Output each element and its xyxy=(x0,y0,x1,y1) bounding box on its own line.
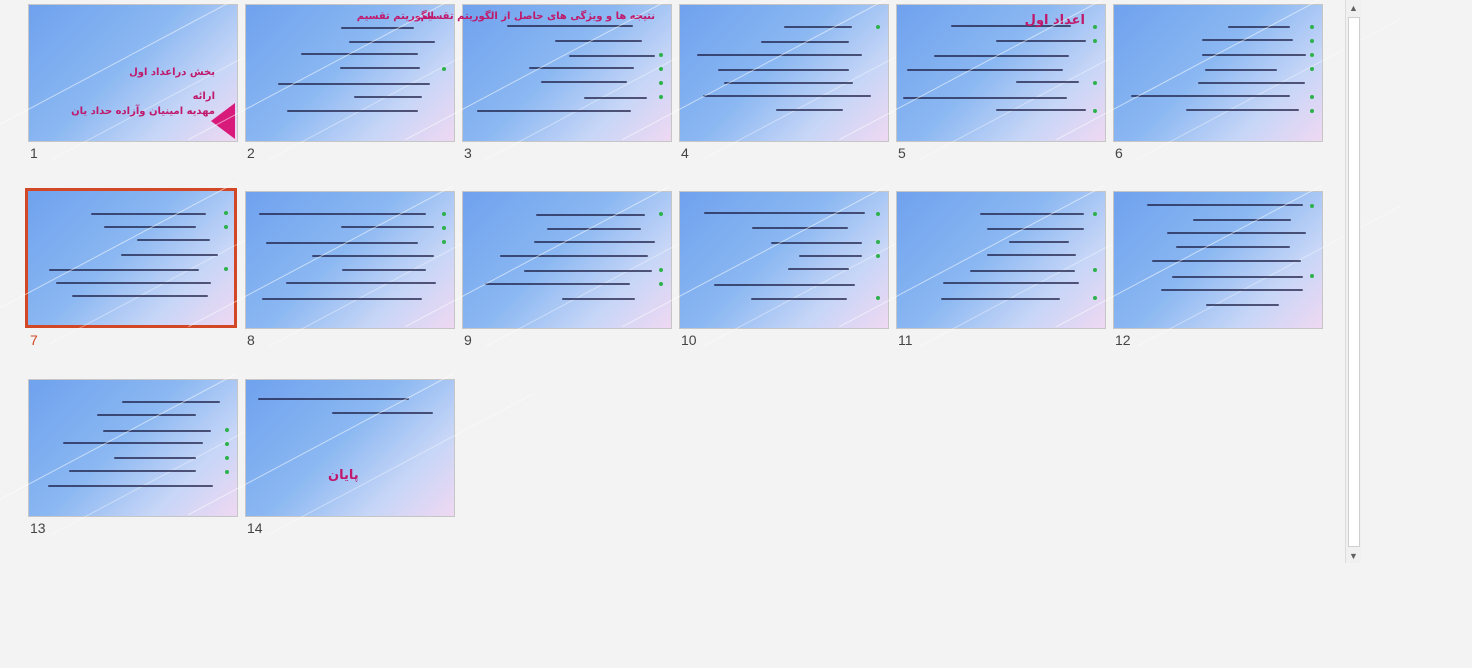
slide-content-line xyxy=(996,109,1086,111)
slide-content-line xyxy=(771,242,862,244)
slide-number: 13 xyxy=(30,520,46,536)
bullet-icon xyxy=(659,95,663,99)
bullet-icon xyxy=(659,67,663,71)
slide-content-line xyxy=(342,269,426,271)
slide-preview[interactable] xyxy=(679,4,889,142)
slide-preview[interactable] xyxy=(245,191,455,329)
scroll-up-icon[interactable]: ▲ xyxy=(1349,2,1358,13)
slide-preview[interactable] xyxy=(26,189,236,327)
slide-text: بخش دراعداد اول xyxy=(129,67,215,78)
slide-content-line xyxy=(69,470,196,472)
slide-preview[interactable] xyxy=(896,4,1106,142)
bullet-icon xyxy=(1093,296,1097,300)
slide-thumbnail-6[interactable] xyxy=(1113,4,1323,164)
scroll-down-icon[interactable]: ▼ xyxy=(1349,550,1358,561)
bullet-icon xyxy=(1310,204,1314,208)
slide-content-line xyxy=(536,214,645,216)
bullet-icon xyxy=(659,81,663,85)
slide-content-line xyxy=(1152,260,1301,262)
slide-thumbnail-12[interactable] xyxy=(1113,191,1323,351)
slide-content-line xyxy=(1202,39,1293,41)
slide-content-line xyxy=(1205,69,1277,71)
bullet-icon xyxy=(442,67,446,71)
slide-preview[interactable] xyxy=(1113,4,1323,142)
slide-number: 7 xyxy=(30,332,38,348)
slide-content-line xyxy=(1016,81,1079,83)
slide-content-line xyxy=(477,110,631,112)
slide-preview[interactable] xyxy=(28,379,238,517)
slide-content-line xyxy=(1176,246,1290,248)
bullet-icon xyxy=(224,267,228,271)
scroll-thumb[interactable] xyxy=(1348,17,1360,547)
bullet-icon xyxy=(1310,53,1314,57)
slide-preview[interactable] xyxy=(28,4,238,142)
slide-number: 1 xyxy=(30,145,38,161)
slide-number: 8 xyxy=(247,332,255,348)
slide-content-line xyxy=(114,457,196,459)
slide-content-line xyxy=(48,485,213,487)
slide-content-line xyxy=(500,255,648,257)
slide-content-line xyxy=(1147,204,1303,206)
slide-content-line xyxy=(941,298,1060,300)
slide-content-line xyxy=(1186,109,1299,111)
slide-content-line xyxy=(562,298,635,300)
slide-number: 12 xyxy=(1115,332,1131,348)
slide-content-line xyxy=(907,69,1063,71)
slide-preview[interactable] xyxy=(420,4,672,142)
slide-number: 14 xyxy=(247,520,263,536)
slide-content-line xyxy=(718,69,849,71)
bullet-icon xyxy=(876,296,880,300)
bullet-icon xyxy=(876,25,880,29)
slide-content-line xyxy=(287,110,418,112)
bullet-icon xyxy=(1093,109,1097,113)
bullet-icon xyxy=(1310,25,1314,29)
slide-content-line xyxy=(1167,232,1306,234)
slide-preview[interactable] xyxy=(462,191,672,329)
bullet-icon xyxy=(1310,274,1314,278)
slide-content-line xyxy=(584,97,647,99)
slide-content-line xyxy=(996,40,1086,42)
slide-number: 2 xyxy=(247,145,255,161)
slide-number: 3 xyxy=(464,145,472,161)
slide-content-line xyxy=(903,97,1067,99)
slide-text: مهدیه امینیان وآزاده حداد یان xyxy=(71,106,215,117)
bullet-icon xyxy=(659,268,663,272)
slide-content-line xyxy=(121,254,218,256)
vertical-scrollbar[interactable] xyxy=(1345,0,1361,563)
bullet-icon xyxy=(225,470,229,474)
bullet-icon xyxy=(1093,25,1097,29)
slide-content-line xyxy=(312,255,434,257)
slide-content-line xyxy=(341,27,414,29)
slide-content-line xyxy=(784,26,852,28)
slide-content-line xyxy=(1161,289,1303,291)
slide-content-line xyxy=(1172,276,1303,278)
slide-content-line xyxy=(970,270,1075,272)
slide-number: 4 xyxy=(681,145,689,161)
slide-text: الگوریتم تقسیم xyxy=(356,11,434,22)
slide-content-line xyxy=(943,282,1079,284)
slide-number: 5 xyxy=(898,145,906,161)
bullet-icon xyxy=(1093,39,1097,43)
bullet-icon xyxy=(876,254,880,258)
slide-content-line xyxy=(354,96,422,98)
slide-content-line xyxy=(555,40,642,42)
slide-content-line xyxy=(1206,304,1279,306)
slide-content-line xyxy=(258,398,409,400)
bullet-icon xyxy=(224,225,228,229)
bullet-icon xyxy=(659,53,663,57)
slide-content-line xyxy=(724,82,853,84)
bullet-icon xyxy=(224,211,228,215)
slide-content-line xyxy=(697,54,862,56)
slide-content-line xyxy=(341,226,434,228)
slide-thumbnail-14[interactable] xyxy=(245,379,455,539)
slide-content-line xyxy=(97,414,196,416)
slide-number: 11 xyxy=(898,332,913,348)
bullet-icon xyxy=(659,282,663,286)
slide-content-line xyxy=(332,412,433,414)
slide-number: 10 xyxy=(681,332,697,348)
slide-content-line xyxy=(951,25,1071,27)
slide-number: 9 xyxy=(464,332,472,348)
slide-text: اعداد اول xyxy=(1024,13,1085,28)
slide-content-line xyxy=(534,241,655,243)
slide-preview[interactable] xyxy=(679,191,889,329)
slide-content-line xyxy=(122,401,220,403)
slide-text: ارائه xyxy=(192,91,215,102)
slide-content-line xyxy=(91,213,206,215)
slide-content-line xyxy=(1193,219,1291,221)
bullet-icon xyxy=(442,240,446,244)
bullet-icon xyxy=(1093,268,1097,272)
slide-content-line xyxy=(63,442,203,444)
slide-content-line xyxy=(569,55,655,57)
slide-content-line xyxy=(541,81,627,83)
slide-content-line xyxy=(987,254,1076,256)
slide-content-line xyxy=(529,67,634,69)
slide-content-line xyxy=(340,67,420,69)
slide-content-line xyxy=(485,283,630,285)
slide-content-line xyxy=(137,239,210,241)
slide-content-line xyxy=(1131,95,1290,97)
slide-content-line xyxy=(103,430,211,432)
bullet-icon xyxy=(659,212,663,216)
slide-content-line xyxy=(1202,54,1306,56)
bullet-icon xyxy=(225,442,229,446)
slide-content-line xyxy=(349,41,435,43)
slide-content-line xyxy=(507,25,633,27)
slide-content-line xyxy=(703,95,871,97)
bullet-icon xyxy=(225,428,229,432)
slide-content-line xyxy=(286,282,436,284)
slide-preview[interactable] xyxy=(245,379,455,517)
slide-content-line xyxy=(266,242,418,244)
slide-content-line xyxy=(788,268,849,270)
slide-content-line xyxy=(761,41,849,43)
bullet-icon xyxy=(1093,212,1097,216)
bullet-icon xyxy=(1093,81,1097,85)
slide-text: نتیجه ها و ویژگی های حاصل از الگوریتم تقسیم xyxy=(420,11,655,22)
slide-content-line xyxy=(524,270,652,272)
slide-preview[interactable] xyxy=(896,191,1106,329)
slide-content-line xyxy=(752,227,848,229)
slide-content-line xyxy=(751,298,847,300)
bullet-icon xyxy=(876,212,880,216)
slide-content-line xyxy=(704,212,865,214)
bullet-icon xyxy=(1310,95,1314,99)
slide-content-line xyxy=(1228,26,1290,28)
slide-content-line xyxy=(259,213,426,215)
bullet-icon xyxy=(1310,109,1314,113)
bullet-icon xyxy=(225,456,229,460)
slide-content-line xyxy=(987,228,1084,230)
slide-content-line xyxy=(278,83,430,85)
slide-content-line xyxy=(1009,241,1069,243)
bullet-icon xyxy=(442,226,446,230)
slide-content-line xyxy=(56,282,211,284)
slide-preview[interactable] xyxy=(245,4,455,142)
bullet-icon xyxy=(1310,39,1314,43)
slide-content-line xyxy=(714,284,855,286)
slide-content-line xyxy=(934,55,1069,57)
slide-content-line xyxy=(262,298,422,300)
slide-content-line xyxy=(72,295,208,297)
bullet-icon xyxy=(1310,67,1314,71)
slide-content-line xyxy=(799,255,862,257)
slide-content-line xyxy=(980,213,1084,215)
slide-content-line xyxy=(301,53,418,55)
slide-text: پایان xyxy=(328,468,359,483)
slide-content-line xyxy=(49,269,199,271)
slide-number: 6 xyxy=(1115,145,1123,161)
slide-content-line xyxy=(104,226,196,228)
bullet-icon xyxy=(442,212,446,216)
bullet-icon xyxy=(876,240,880,244)
slide-content-line xyxy=(776,109,843,111)
slide-content-line xyxy=(1198,82,1305,84)
slide-preview[interactable] xyxy=(1113,191,1323,329)
slide-content-line xyxy=(547,228,641,230)
